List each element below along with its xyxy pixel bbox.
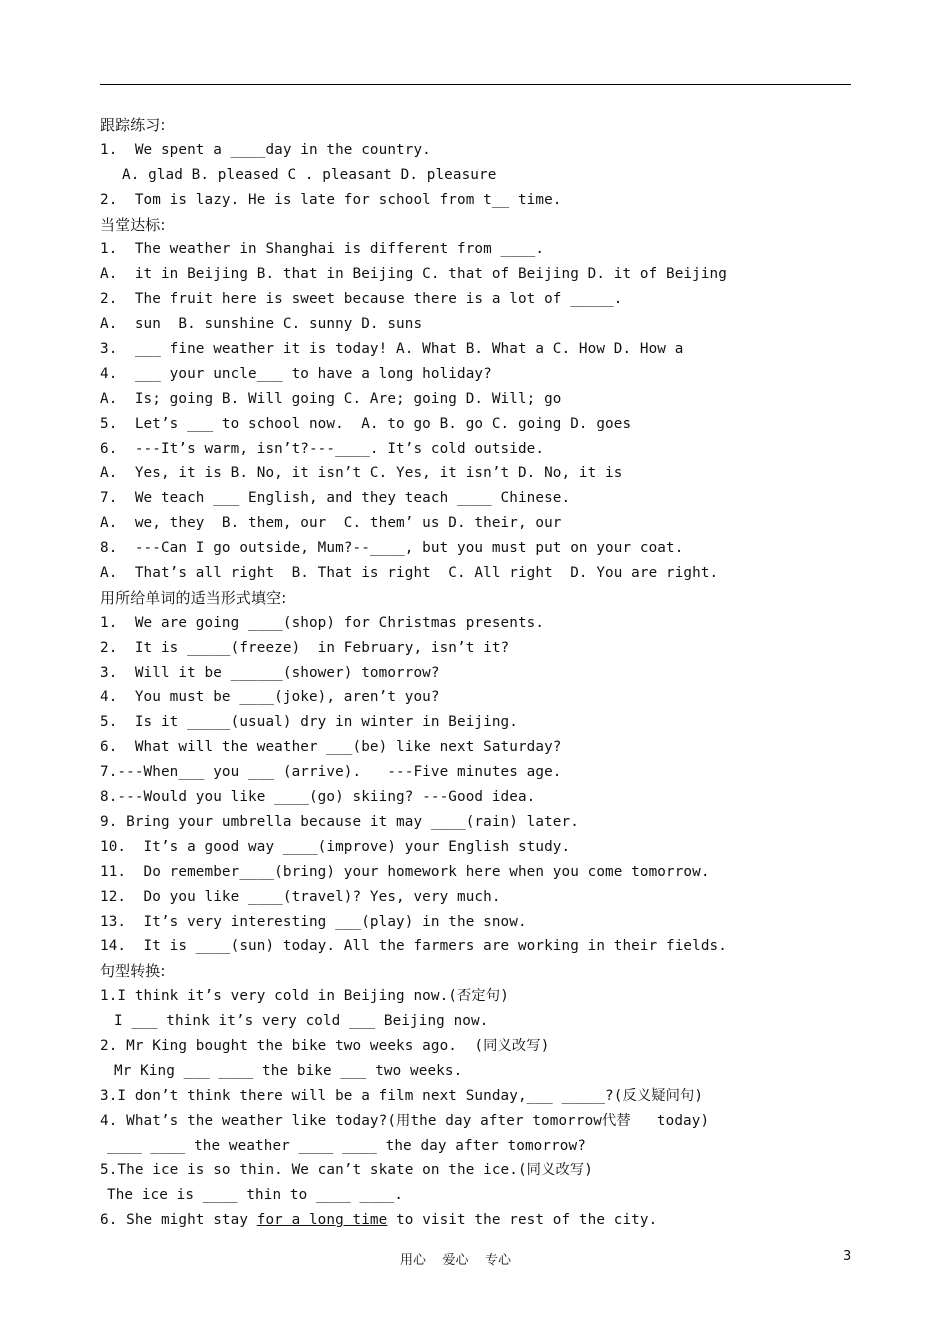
section-heading-tracking: 跟踪练习: — [100, 116, 166, 134]
transform-question: 5.The ice is so thin. We can’t skate on the ice.(同义改写) — [100, 1162, 593, 1179]
transform-answer: Mr King ___ ____ the bike ___ two weeks. — [114, 1062, 463, 1079]
underlined-phrase: for a long time — [256, 1212, 388, 1229]
options-line: A. it in Beijing B. that in Beijing C. that of Beijing D. it of Beijing — [100, 266, 727, 283]
fill-line: 3. Will it be ______(shower) tomorrow? — [100, 664, 440, 681]
options-line: A. we, they B. them, our C. them’ us D. their, our — [100, 515, 562, 532]
transform-q6-prefix: 6. She might stay — [100, 1212, 257, 1229]
fill-line: 14. It is ____(sun) today. All the farmers are working in their fields. — [100, 938, 727, 955]
transform-q6-suffix: to visit the rest of the city. — [387, 1212, 658, 1229]
page-number: 3 — [843, 1249, 852, 1264]
footer-motto: 用心 爱心 专心 — [400, 1253, 512, 1268]
question-line: 2. The fruit here is sweet because there is a lot of _____. — [100, 291, 623, 308]
options-line: A. Is; going B. Will going C. Are; going D. Will; go — [100, 390, 562, 407]
transform-question: 3.I don’t think there will be a film next Sunday,___ _____?(反义疑问句) — [100, 1087, 704, 1104]
fill-line: 1. We are going ____(shop) for Christmas presents. — [100, 614, 545, 631]
question-line: 6. ---It’s warm, isn’t?---____. It’s cold outside. — [100, 440, 545, 457]
transform-answer: ____ ____ the weather ____ ____ the day after tomorrow? — [107, 1137, 586, 1154]
fill-line: 10. It’s a good way ____(improve) your English study. — [100, 838, 571, 855]
section-heading-fill-in: 用所给单词的适当形式填空: — [100, 588, 287, 607]
worksheet-content — [100, 113, 860, 1233]
question-line: 3. ___ fine weather it is today! A. What B. What a C. How D. How a — [100, 341, 684, 358]
fill-line: 8.---Would you like ____(go) skiing? ---Good idea. — [100, 789, 536, 806]
fill-line: 13. It’s very interesting ___(play) in the snow. — [100, 913, 527, 930]
question-line: 4. ___ your uncle___ to have a long holiday? — [100, 365, 492, 382]
fill-line: 5. Is it _____(usual) dry in winter in Beijing. — [100, 714, 518, 731]
options-line: A. sun B. sunshine C. sunny D. suns — [100, 316, 423, 333]
transform-answer: I ___ think it’s very cold ___ Beijing now. — [114, 1013, 489, 1030]
section-heading-transform: 句型转换: — [100, 962, 166, 981]
fill-line: 11. Do remember____(bring) your homework here when you come tomorrow. — [100, 863, 710, 880]
header-rule — [100, 84, 851, 85]
question-line: 1. The weather in Shanghai is different from ____. — [100, 241, 545, 258]
transform-answer: The ice is ____ thin to ____ ____. — [107, 1187, 404, 1204]
fill-line: 6. What will the weather ___(be) like next Saturday? — [100, 739, 562, 756]
question-line: 2. Tom is lazy. He is late for school from t__ time. — [100, 191, 562, 208]
question-line: 5. Let’s ___ to school now. A. to go B. go C. going D. goes — [100, 415, 632, 432]
fill-line: 2. It is _____(freeze) in February, isn’t it? — [100, 639, 510, 656]
transform-question: 4. What’s the weather like today?(用the day after tomorrow代替 today) — [100, 1112, 710, 1129]
fill-line: 12. Do you like ____(travel)? Yes, very much. — [100, 888, 501, 905]
transform-question: 1.I think it’s very cold in Beijing now.(否定句) — [100, 988, 509, 1005]
question-line: 1. We spent a ____day in the country. — [100, 141, 431, 158]
question-line: 7. We teach ___ English, and they teach ____ Chinese. — [100, 490, 571, 507]
fill-line: 9. Bring your umbrella because it may ____(rain) later. — [100, 813, 579, 830]
options-line: A. glad B. pleased C . pleasant D. pleasure — [122, 166, 497, 183]
options-line: A. Yes, it is B. No, it isn’t C. Yes, it isn’t D. No, it is — [100, 465, 623, 482]
page-footer — [0, 1249, 950, 1269]
transform-question — [100, 1208, 860, 1233]
fill-line: 7.---When___ you ___ (arrive). ---Five minutes age. — [100, 764, 562, 781]
section-heading-mastery: 当堂达标: — [100, 215, 166, 234]
options-line: A. That’s all right B. That is right C. All right D. You are right. — [100, 565, 719, 582]
fill-line: 4. You must be ____(joke), aren’t you? — [100, 689, 440, 706]
question-line: 8. ---Can I go outside, Mum?--____, but you must put on your coat. — [100, 540, 684, 557]
transform-question: 2. Mr King bought the bike two weeks ago. (同义改写) — [100, 1037, 550, 1054]
